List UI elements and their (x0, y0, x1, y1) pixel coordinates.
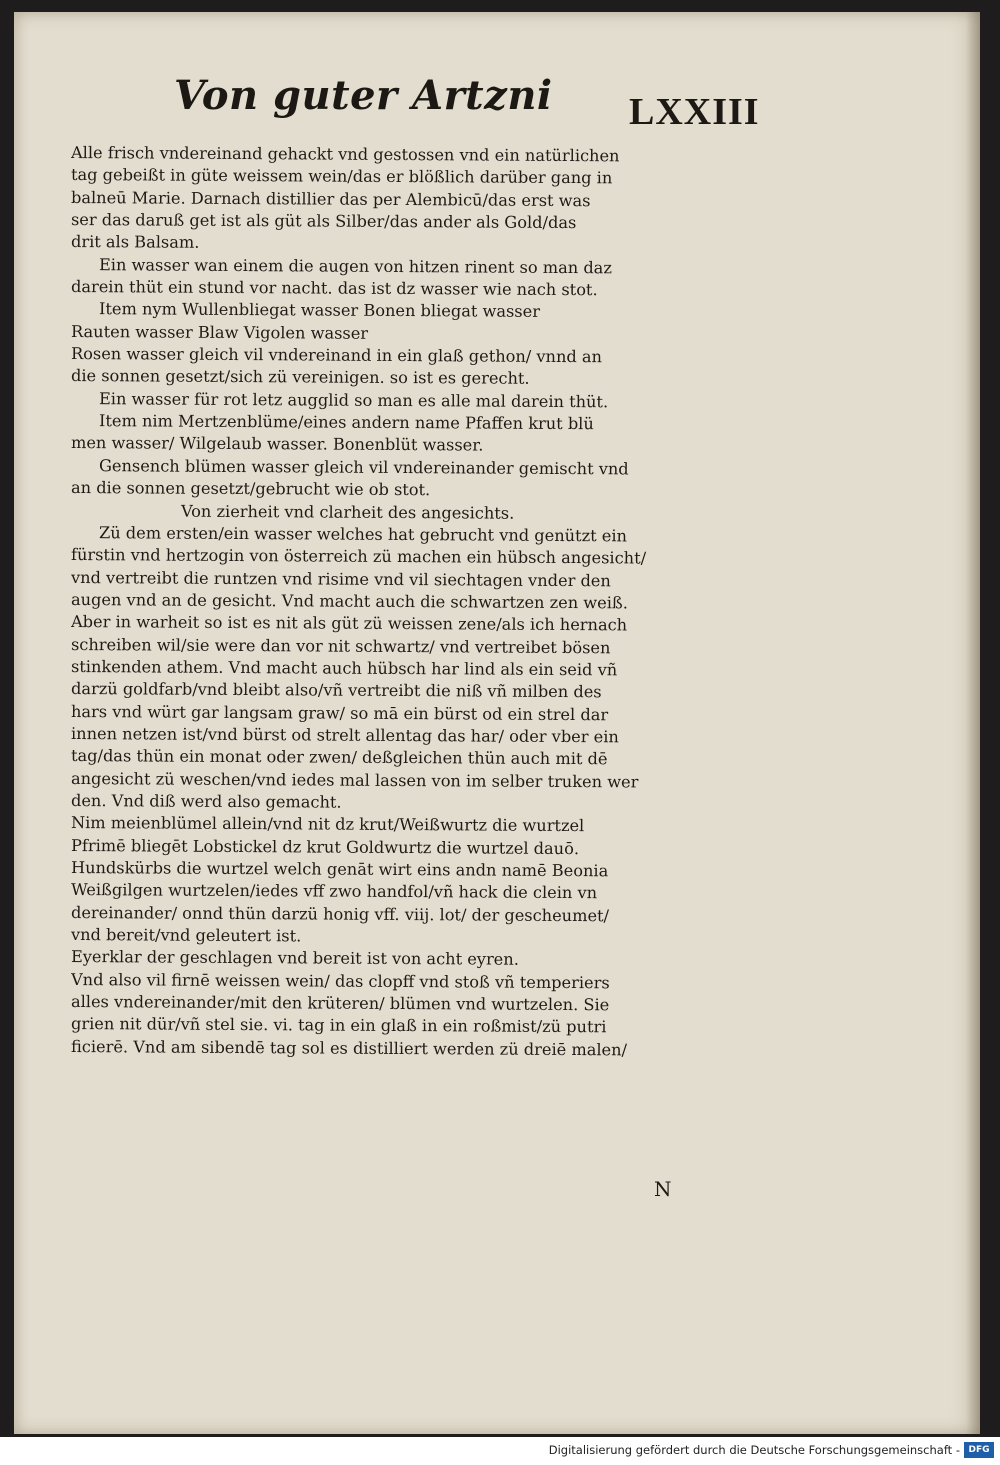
text-line: Ein wasser für rot letz augglid so man es alle mal darein thüt. (98, 388, 609, 412)
text-line: darein thüt ein stund vor nacht. das ist dz wasser wie nach stot. (70, 277, 598, 300)
text-line: dereinander/ onnd thün darzü honig vff. viij. lot/ der gescheumet/ (70, 902, 610, 925)
footer-bar (0, 1437, 1000, 1465)
text-block (71, 142, 736, 1058)
text-line: Weißgilgen wurtzelen/iedes vff zwo handfol/vñ hack die clein vn (70, 880, 598, 903)
text-line: ficierē. Vnd am sibendē tag sol es distilliert werden zü dreiē malen/ (70, 1036, 628, 1060)
text-line: Item nim Mertzenblüme/eines andern name Pfaffen krut blü (98, 411, 594, 434)
text-line: Aber in warheit so ist es nit als güt zü weissen zene/als ich hernach (70, 612, 628, 635)
text-line: Vnd also vil firnē weissen wein/ das clopff vnd stoß vñ temperiers (70, 969, 610, 993)
text-line: alles vndereinander/mit den krüteren/ blümen vnd wurtzelen. Sie (70, 992, 610, 1015)
text-line: innen netzen ist/vnd bürst od strelt allentag das har/ oder vber ein (70, 723, 619, 747)
text-line: Gensench blümen wasser gleich vil vndereinander gemischt vnd (98, 455, 629, 479)
text-line: drit als Balsam. (70, 232, 200, 253)
text-line: Rauten wasser Blaw Vigolen wasser (70, 321, 369, 343)
catchword: N (654, 1177, 672, 1201)
text-line: Pfrimē bliegēt Lobstickel dz krut Goldwurtz die wurtzel dauō. (70, 835, 580, 858)
text-line: Alle frisch vndereinand gehackt vnd gestossen vnd ein natürlichen (70, 143, 620, 166)
text-line: stinkenden athem. Vnd macht auch hübsch har lind als ein seid vñ (70, 656, 618, 680)
text-line: die sonnen gesetzt/sich zü vereinigen. so ist es gerecht. (70, 366, 530, 389)
text-line: tag/das thün ein monat oder zwen/ deßgleichen thün auch mit dē (70, 746, 608, 769)
text-line: ser das daruß get ist als güt als Silber/das ander als Gold/das (70, 210, 577, 233)
text-line: Item nym Wullenbliegat wasser Bonen bliegat wasser (98, 299, 541, 322)
text-line: vnd bereit/vnd geleutert ist. (70, 925, 302, 946)
text-line: schreiben wil/sie were dan vor nit schwartz/ vnd vertreibet bösen (70, 634, 611, 657)
text-line: Zü dem ersten/ein wasser welches hat gebrucht vnd genützt ein (98, 523, 628, 546)
text-line: an die sonnen gesetzt/gebrucht wie ob stot. (70, 478, 431, 500)
text-line: balneū Marie. Darnach distillier das per Alembicū/das erst was (70, 187, 591, 210)
text-line: angesicht zü weschen/vnd iedes mal lassen von im selber truken wer (70, 768, 639, 792)
text-line: fürstin vnd hertzogin von österreich zü machen ein hübsch angesicht/ (70, 545, 647, 568)
page-edge-shadow (966, 12, 980, 1434)
text-line: men wasser/ Wilgelaub wasser. Bonenblüt wasser. (70, 433, 484, 455)
running-title: Von guter Artzni (174, 72, 553, 119)
text-line: vnd vertreibt die runtzen vnd risime vnd vil siechtagen vnder den (70, 567, 611, 590)
text-line: den. Vnd diß werd also gemacht. (70, 790, 342, 812)
funding-notice: Digitalisierung gefördert durch die Deutsche Forschungsgemeinschaft - (548, 1443, 960, 1457)
text-line: Hundskürbs die wurtzel welch genāt wirt eins andn namē Beonia (70, 858, 609, 881)
dfg-logo: DFG (964, 1442, 994, 1458)
text-line: Nim meienblümel allein/vnd nit dz krut/Weißwurtz die wurtzel (70, 813, 585, 836)
book-page (14, 12, 980, 1434)
text-line: Von zierheit vnd clarheit des angesichts. (180, 501, 515, 523)
text-line: darzü goldfarb/vnd bleibt also/vñ vertreibt die niß vñ milben des (70, 679, 602, 702)
text-line: Eyerklar der geschlagen vnd bereit ist von acht eyren. (70, 947, 519, 970)
folio-number: LXXIII (629, 91, 760, 133)
text-line: grien nit dür/vñ stel sie. vi. tag in ein glaß in ein roßmist/zü putri (70, 1014, 607, 1037)
text-line: augen vnd an de gesicht. Vnd macht auch die schwartzen zen weiß. (70, 589, 628, 613)
text-line: hars vnd würt gar langsam graw/ so mā ein bürst od ein strel dar (70, 701, 609, 724)
text-line: Ein wasser wan einem die augen von hitzen rinent so man daz (98, 254, 612, 278)
text-line: Rosen wasser gleich vil vndereinand in ein glaß gethon/ vnnd an (70, 344, 603, 367)
text-line: tag gebeißt in güte weissem wein/das er blößlich darüber gang in (70, 165, 613, 188)
